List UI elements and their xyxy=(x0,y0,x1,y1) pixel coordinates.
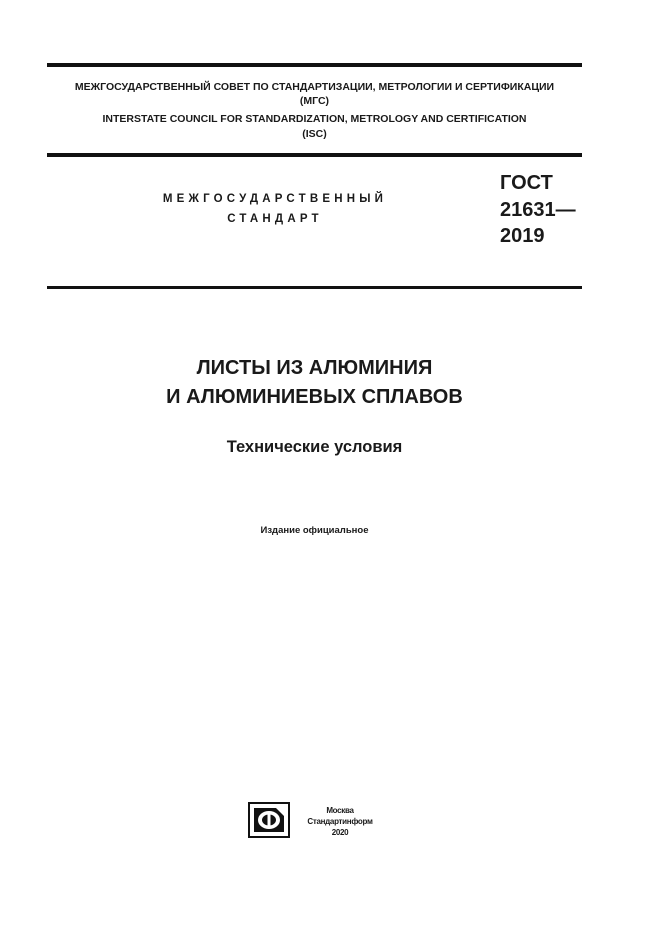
council-name-ru: МЕЖГОСУДАРСТВЕННЫЙ СОВЕТ ПО СТАНДАРТИЗАЦИИ, МЕТРОЛОГИИ И СЕРТИФИКАЦИИ xyxy=(74,81,555,93)
standartinform-logo-icon xyxy=(248,802,290,838)
designation-rule xyxy=(47,286,582,289)
gost-number: 21631— xyxy=(500,199,576,221)
imprint-city: Москва xyxy=(326,806,354,815)
council-name-en: INTERSTATE COUNCIL FOR STANDARDIZATION, METROLOGY AND CERTIFICATION xyxy=(102,113,527,125)
council-abbr-ru: (МГС) xyxy=(299,95,330,107)
standard-type-line1: МЕЖГОСУДАРСТВЕННЫЙ xyxy=(162,193,388,205)
imprint-year: 2020 xyxy=(331,828,349,837)
top-rule xyxy=(47,63,582,67)
edition-note: Издание официальное xyxy=(260,525,369,536)
header-rule xyxy=(47,153,582,157)
imprint-publisher: Стандартинформ xyxy=(307,817,373,826)
document-title-line1: ЛИСТЫ ИЗ АЛЮМИНИЯ xyxy=(196,357,433,379)
gost-year: 2019 xyxy=(500,225,545,247)
council-abbr-en: (ISC) xyxy=(302,128,327,140)
document-title-line2: И АЛЮМИНИЕВЫХ СПЛАВОВ xyxy=(166,386,463,408)
standard-type-line2: СТАНДАРТ xyxy=(227,213,323,225)
document-subtitle: Технические условия xyxy=(226,438,403,456)
gost-label: ГОСТ xyxy=(500,172,553,194)
